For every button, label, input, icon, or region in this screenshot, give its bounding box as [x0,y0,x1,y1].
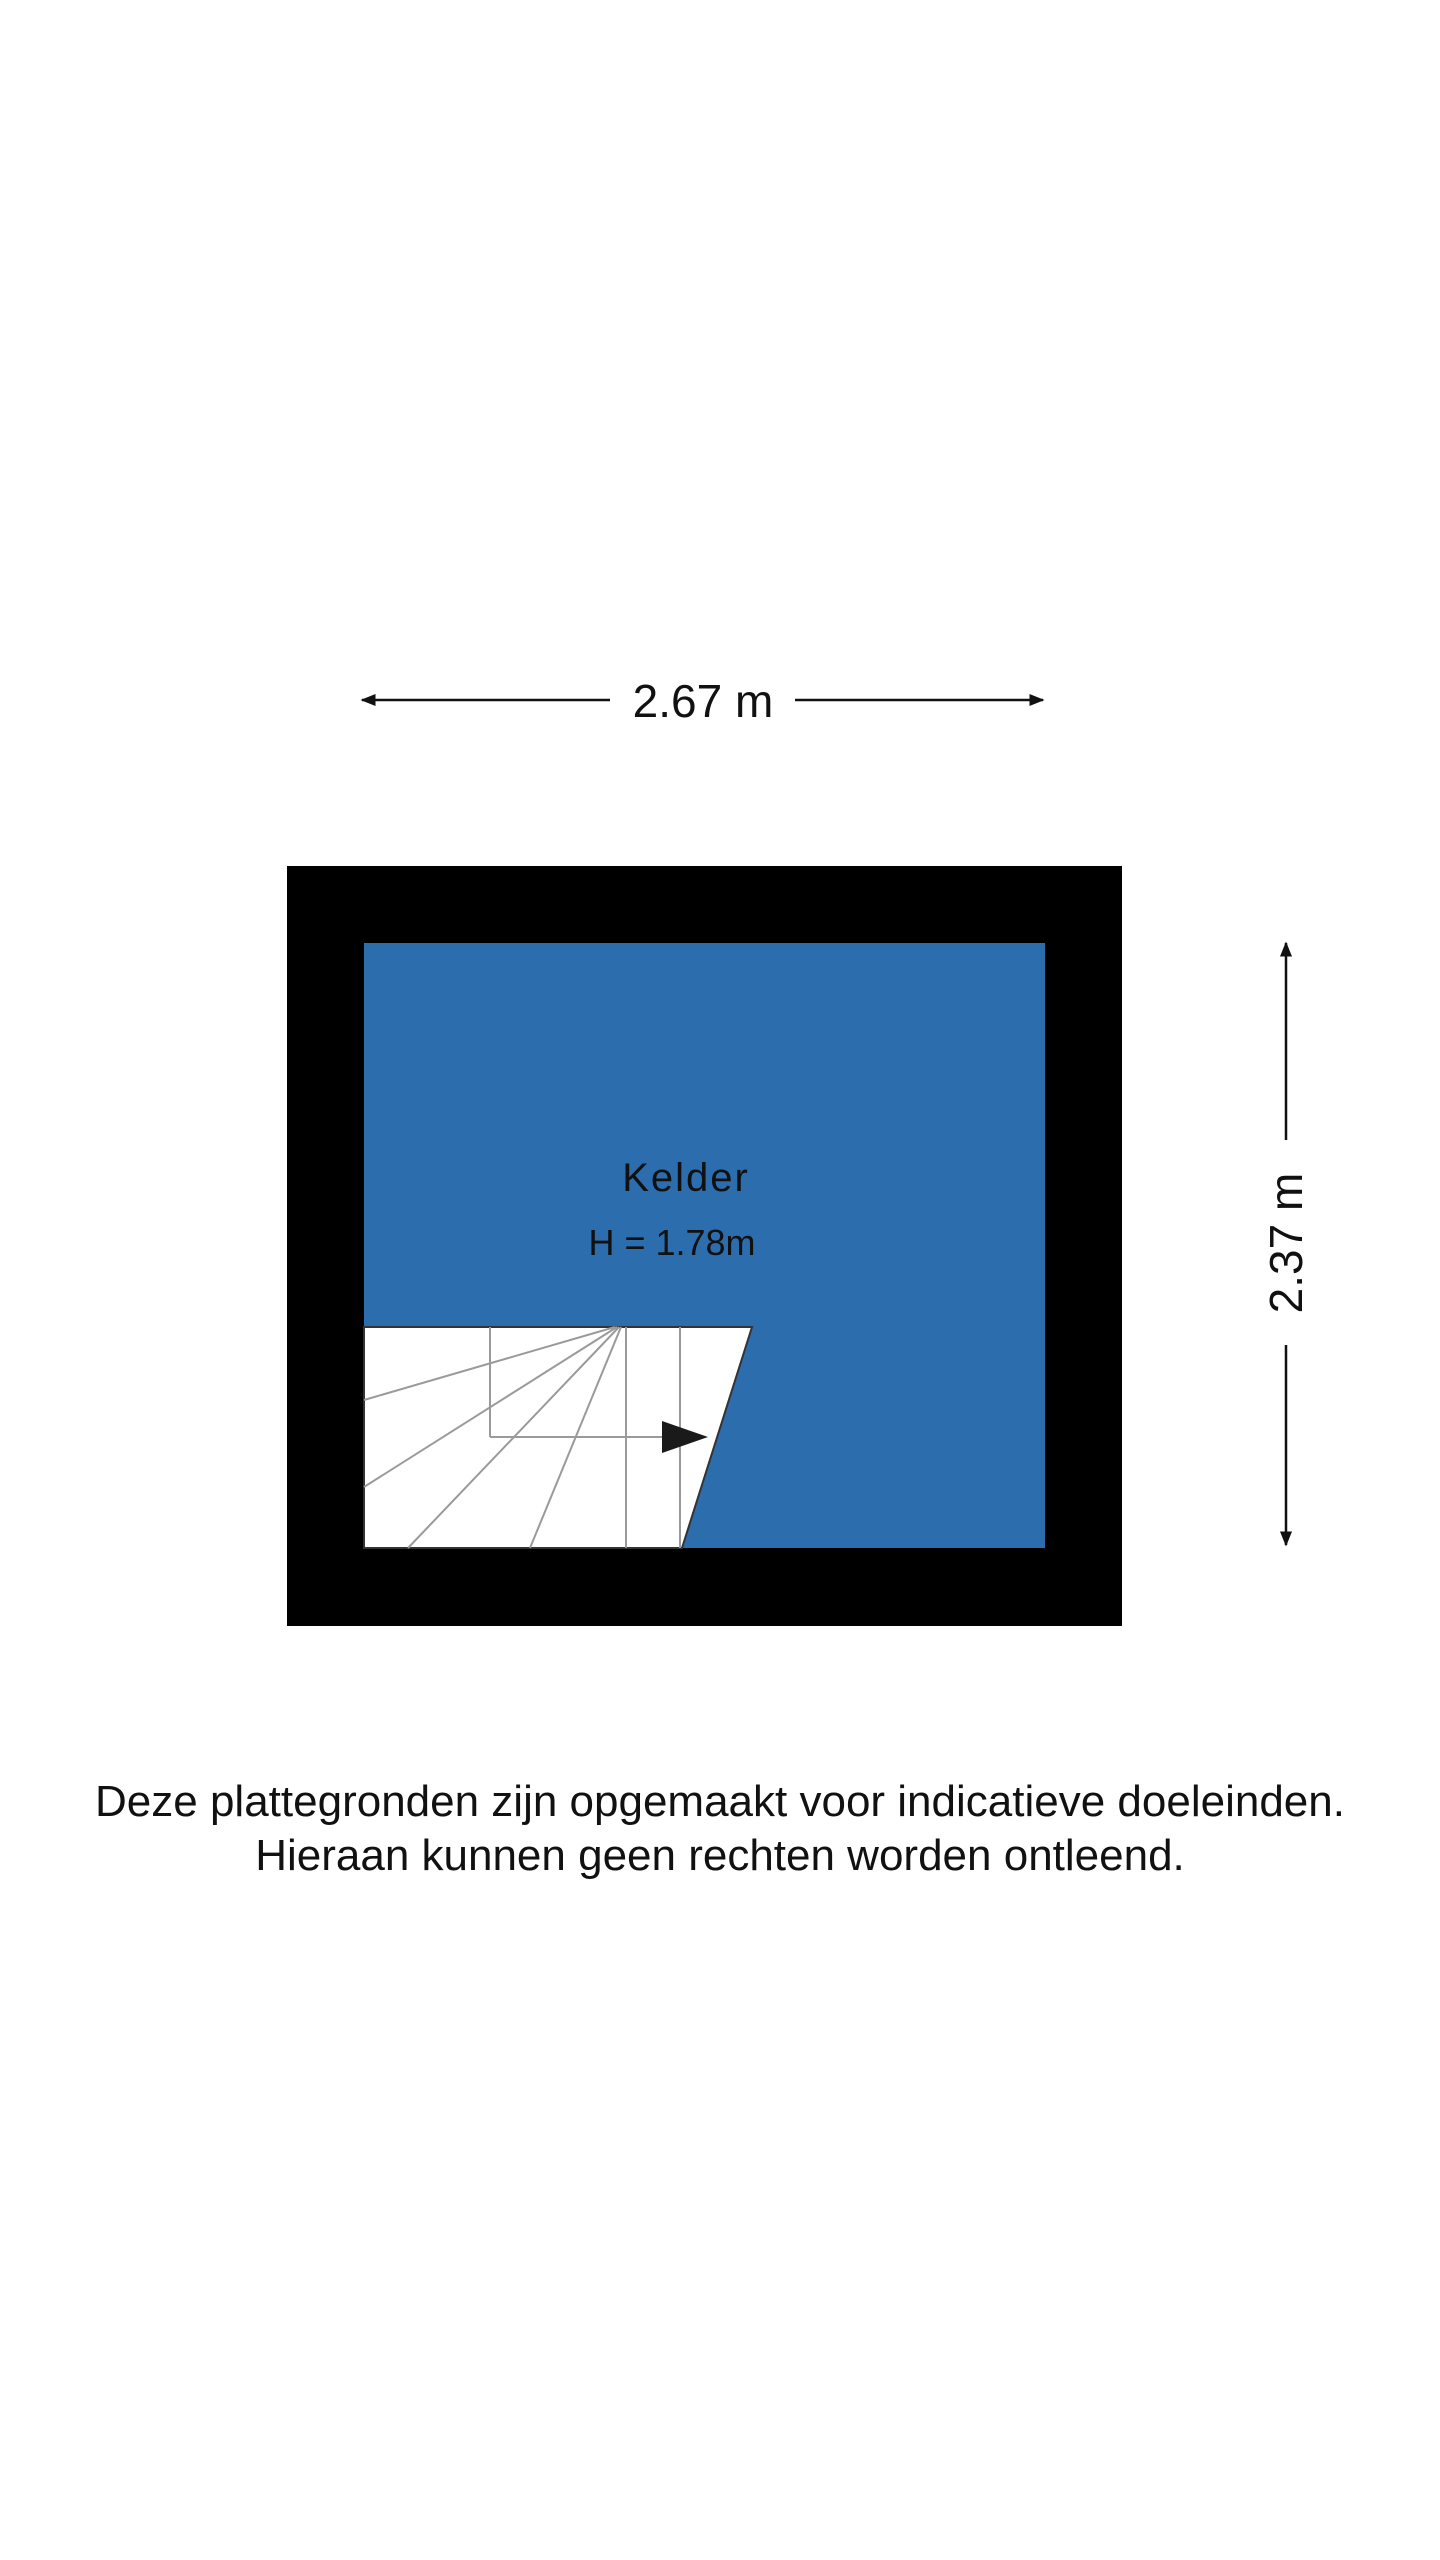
disclaimer-line-1: Deze plattegronden zijn opgemaakt voor indicatieve doeleinden. [95,1777,1345,1826]
depth-dimension [1260,943,1312,1545]
width-label: 2.67 m [632,675,774,727]
depth-label: 2.37 m [1260,1172,1312,1314]
room-name: Kelder [622,1156,750,1200]
disclaimer-line-2: Hieraan kunnen geen rechten worden ontleend. [255,1831,1185,1880]
disclaimer [0,1775,1440,1883]
room-height: H = 1.78m [588,1222,756,1263]
width-dimension [362,675,1043,727]
